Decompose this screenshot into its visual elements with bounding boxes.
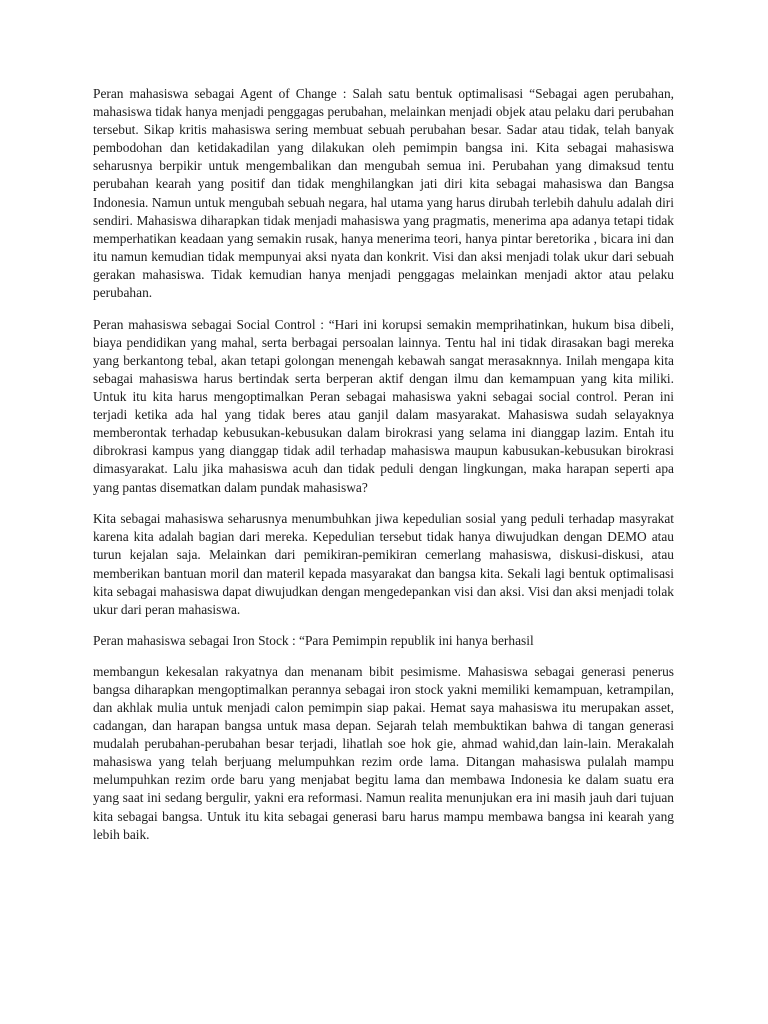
paragraph-iron-stock-heading: Peran mahasiswa sebagai Iron Stock : “Para Pemimpin republik ini hanya berhasil (93, 633, 534, 649)
paragraph-agent-of-change: Peran mahasiswa sebagai Agent of Change : Salah satu bentuk optimalisasi “Sebagai agen perubahan, mahasiswa tidak hanya menjadi penggagas perubahan, melainkan menjadi objek atau pelaku dari perubahan tersebut. Sikap kritis mahasiswa sering membuat sebuah perubahan besar. Sadar atau tidak, telah banyak pembodohan dan ketidakadilan yang dilakukan oleh pemimpin bangsa ini. Kita sebagai mahasiswa seharusnya berpikir untuk mengembalikan dan mengubah semua ini. Perubahan yang dimaksud tentu perubahan kearah yang positif dan tidak menghilangkan jati diri kita sebagai mahasiswa dan Bangsa Indonesia. Namun untuk mengubah sebuah negara, hal utama yang harus dirubah terlebih dahulu adalah diri sendiri. Mahasiswa diharapkan tidak menjadi mahasiswa yang pragmatis, menerima apa adanya tetapi tidak memperhatikan keadaan yang semakin rusak, hanya menerima teori, hanya pintar beretorika , bicara ini dan itu namun kemudian tidak mempunyai aksi nyata dan konkrit. Visi dan aksi menjadi tolak ukur dari sebuah gerakan mahasiswa. Tidak kemudian hanya menjadi penggagas melainkan menjadi aktor atau pelaku perubahan. (93, 86, 674, 301)
paragraph-kepedulian-sosial: Kita sebagai mahasiswa seharusnya menumbuhkan jiwa kepedulian sosial yang peduli terhadap masyrakat karena kita adalah bagian dari mereka. Kepedulian tersebut tidak hanya diwujudkan dengan DEMO atau turun kejalan saja. Melainkan dari pemikiran-pemikiran cemerlang mahasiswa, diskusi-diskusi, atau memberikan bantuan moril dan materil kepada masyarakat dan bangsa kita. Sekali lagi bentuk optimalisasi kita sebagai mahasiswa dapat diwujudkan dengan mengedepankan visi dan aksi. Visi dan aksi menjadi tolak ukur dari peran mahasiswa. (93, 511, 674, 617)
paragraph-social-control: Peran mahasiswa sebagai Social Control : “Hari ini korupsi semakin memprihatinkan, hukum bisa dibeli, biaya pendidikan yang mahal, serta berbagai persoalan lainnya. Tentu hal ini tidak dirasakan bagi mereka yang berkantong tebal, akan tetapi golongan menengah kebawah sangat merasaknnya. Inilah mengapa kita sebagai mahasiswa harus bertindak serta berperan aktif dengan ilmu dan kemampuan yang kita miliki. Untuk itu kita harus mengoptimalkan Peran sebagai mahasiswa yakni sebagai social control. Peran ini terjadi ketika ada hal yang tidak beres atau ganjil dalam masyarakat. Mahasiswa sudah selayaknya memberontak terhadap kebusukan-kebusukan dalam birokrasi yang selama ini dianggap lazim. Entah itu dibrokrasi kampus yang dianggap tidak adil terhadap mahasiswa maupun kabusukan-kebusukan birokrasi dimasyarakat. Lalu jika mahasiswa acuh dan tidak peduli dengan lingkungan, maka harapan seperti apa yang pantas disematkan dalam pundak mahasiswa? (93, 316, 674, 495)
document-body (93, 85, 674, 857)
paragraph-iron-stock-body: membangun kekesalan rakyatnya dan menanam bibit pesimisme. Mahasiswa sebagai generasi penerus bangsa diharapkan mengoptimalkan perannya sebagai iron stock yakni memiliki kemampuan, ketrampilan, dan akhlak mulia untuk menjadi calon pemimpin siap pakai. Hemat saya mahasiswa itu merupakan asset, cadangan, dan harapan bangsa untuk masa depan. Sejarah telah membuktikan bahwa di tangan generasi mudalah perubahan-perubahan besar terjadi, lihatlah soe hok gie, ahmad wahid,dan lain-lain. Merakalah mahasiswa yang telah berjuang melumpuhkan rezim orde lama. Ditangan mahasiswa pulalah mampu melumpuhkan rezim orde baru yang menjabat begitu lama dan membawa Indonesia ke dalam suatu era yang saat ini sedang bergulir, yakni era reformasi. Namun realita menunjukan era ini masih jauh dari tujuan kita sebagai bangsa. Untuk itu kita sebagai generasi baru harus mampu membawa bangsa ini kearah yang lebih baik. (93, 663, 674, 842)
